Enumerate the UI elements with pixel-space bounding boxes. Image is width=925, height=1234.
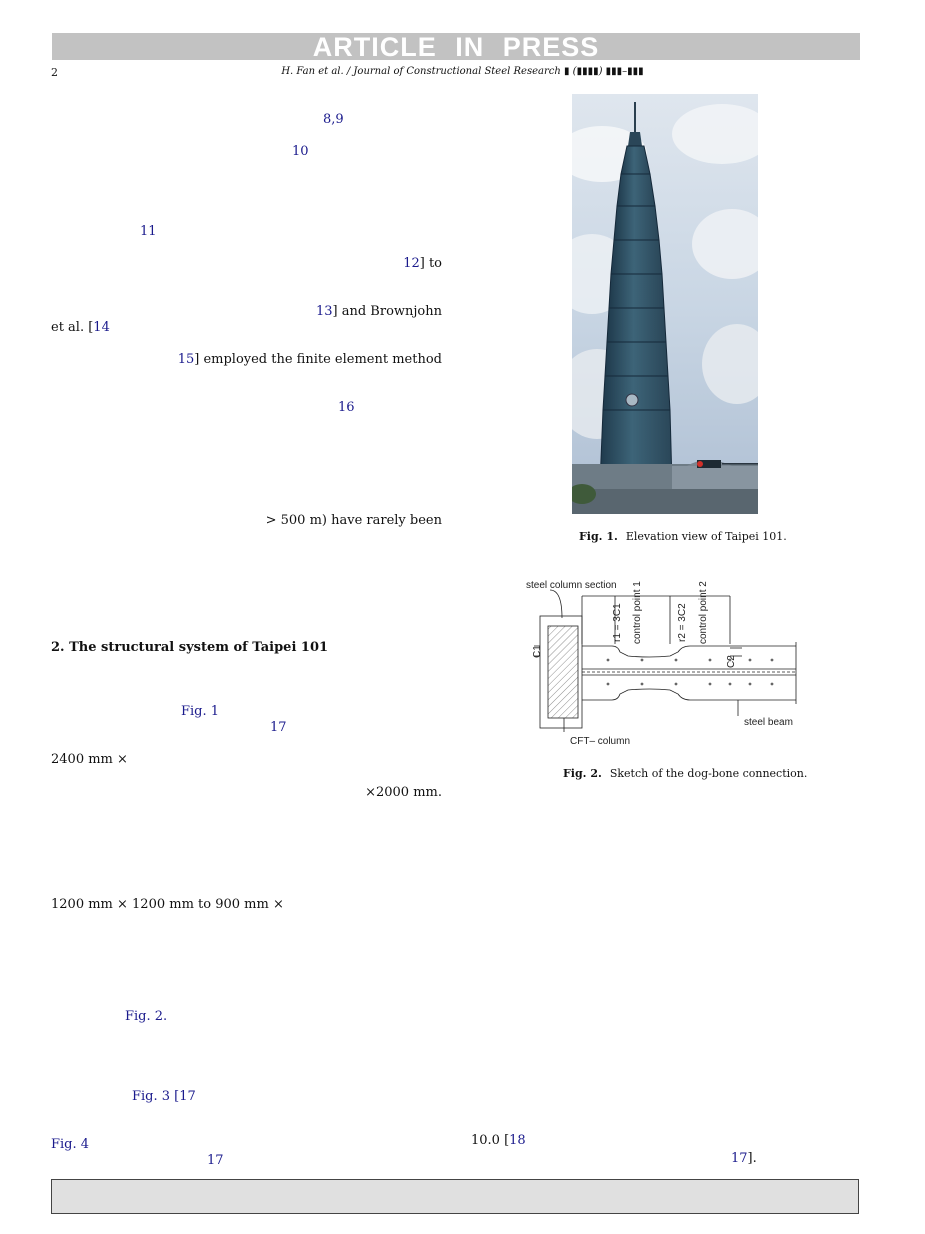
text-fragment: ].	[747, 1151, 757, 1166]
figure-2-caption	[563, 767, 807, 780]
dog-bone-connection-diagram	[520, 572, 810, 752]
figure-link[interactable]: Fig. 1	[181, 704, 220, 719]
label-c1: C1	[532, 645, 543, 658]
section-heading: 2. The structural system of Taipei 101	[51, 640, 329, 655]
label-steel-column-section: steel column section	[526, 580, 617, 591]
reference-link[interactable]: 17	[207, 1153, 224, 1168]
text-line-10	[471, 1133, 526, 1149]
page-number: 2	[51, 66, 58, 79]
text-fragment: 10.0 [	[471, 1133, 510, 1148]
text-dimension: ×2000 mm.	[365, 785, 442, 800]
label-cft-column: CFT– column	[570, 736, 631, 747]
reference-link[interactable]: 15	[177, 352, 195, 367]
reference-link[interactable]: 13	[315, 304, 333, 319]
text-line-12	[51, 256, 442, 272]
reference-link[interactable]: 16	[338, 400, 355, 415]
label-steel-beam: steel beam	[744, 717, 793, 728]
reference-link[interactable]: 14	[93, 320, 110, 335]
reference-link[interactable]: 18	[509, 1133, 526, 1148]
text-fragment: ] employed the finite element method	[194, 352, 442, 367]
banner-text: ARTICLE IN PRESS	[312, 32, 600, 62]
figure-label: Fig. 1.	[579, 530, 618, 543]
taipei-101-photo	[572, 94, 758, 514]
text-dimension: 2400 mm ×	[51, 752, 128, 767]
figure-label: Fig. 2.	[563, 767, 602, 780]
reference-link[interactable]: 17	[731, 1151, 748, 1166]
figure-1-caption	[579, 530, 787, 543]
label-r1: r1 = 3C1	[612, 603, 623, 642]
label-r2: r2 = 3C2	[677, 603, 688, 642]
text-line-15	[51, 352, 442, 368]
text-fragment: ] to	[419, 256, 442, 271]
text-line-500m: > 500 m) have rarely been	[265, 513, 442, 528]
reference-link[interactable]: 8,9	[323, 112, 344, 127]
text-line-17	[731, 1151, 757, 1167]
text-dimension: 1200 mm × 1200 mm to 900 mm ×	[51, 897, 284, 912]
label-control-point-1: control point 1	[632, 581, 643, 644]
figure-link[interactable]: Fig. 4	[51, 1137, 90, 1152]
article-in-press-banner	[52, 33, 860, 60]
footer-citation-box	[51, 1179, 859, 1214]
label-control-point-2: control point 2	[698, 581, 709, 644]
reference-link[interactable]: 12	[403, 256, 420, 271]
reference-link[interactable]: 11	[140, 224, 157, 239]
running-head: H. Fan et al. / Journal of Constructional Steel Research ▮ (▮▮▮▮) ▮▮▮–▮▮▮	[281, 66, 644, 77]
text-line-13	[51, 304, 442, 320]
reference-link[interactable]: 17	[270, 720, 287, 735]
text-fragment: ] and Brownjohn	[332, 304, 442, 319]
figure-link[interactable]: Fig. 2.	[125, 1009, 168, 1024]
label-c2: C2	[726, 655, 737, 668]
reference-link[interactable]: 10	[292, 144, 309, 159]
figure-link[interactable]: Fig. 3 [17	[132, 1089, 196, 1104]
caption-text: Sketch of the dog-bone connection.	[609, 767, 808, 780]
text-line-14	[51, 320, 110, 336]
caption-text: Elevation view of Taipei 101.	[625, 530, 787, 543]
text-fragment: et al. [	[51, 320, 94, 335]
